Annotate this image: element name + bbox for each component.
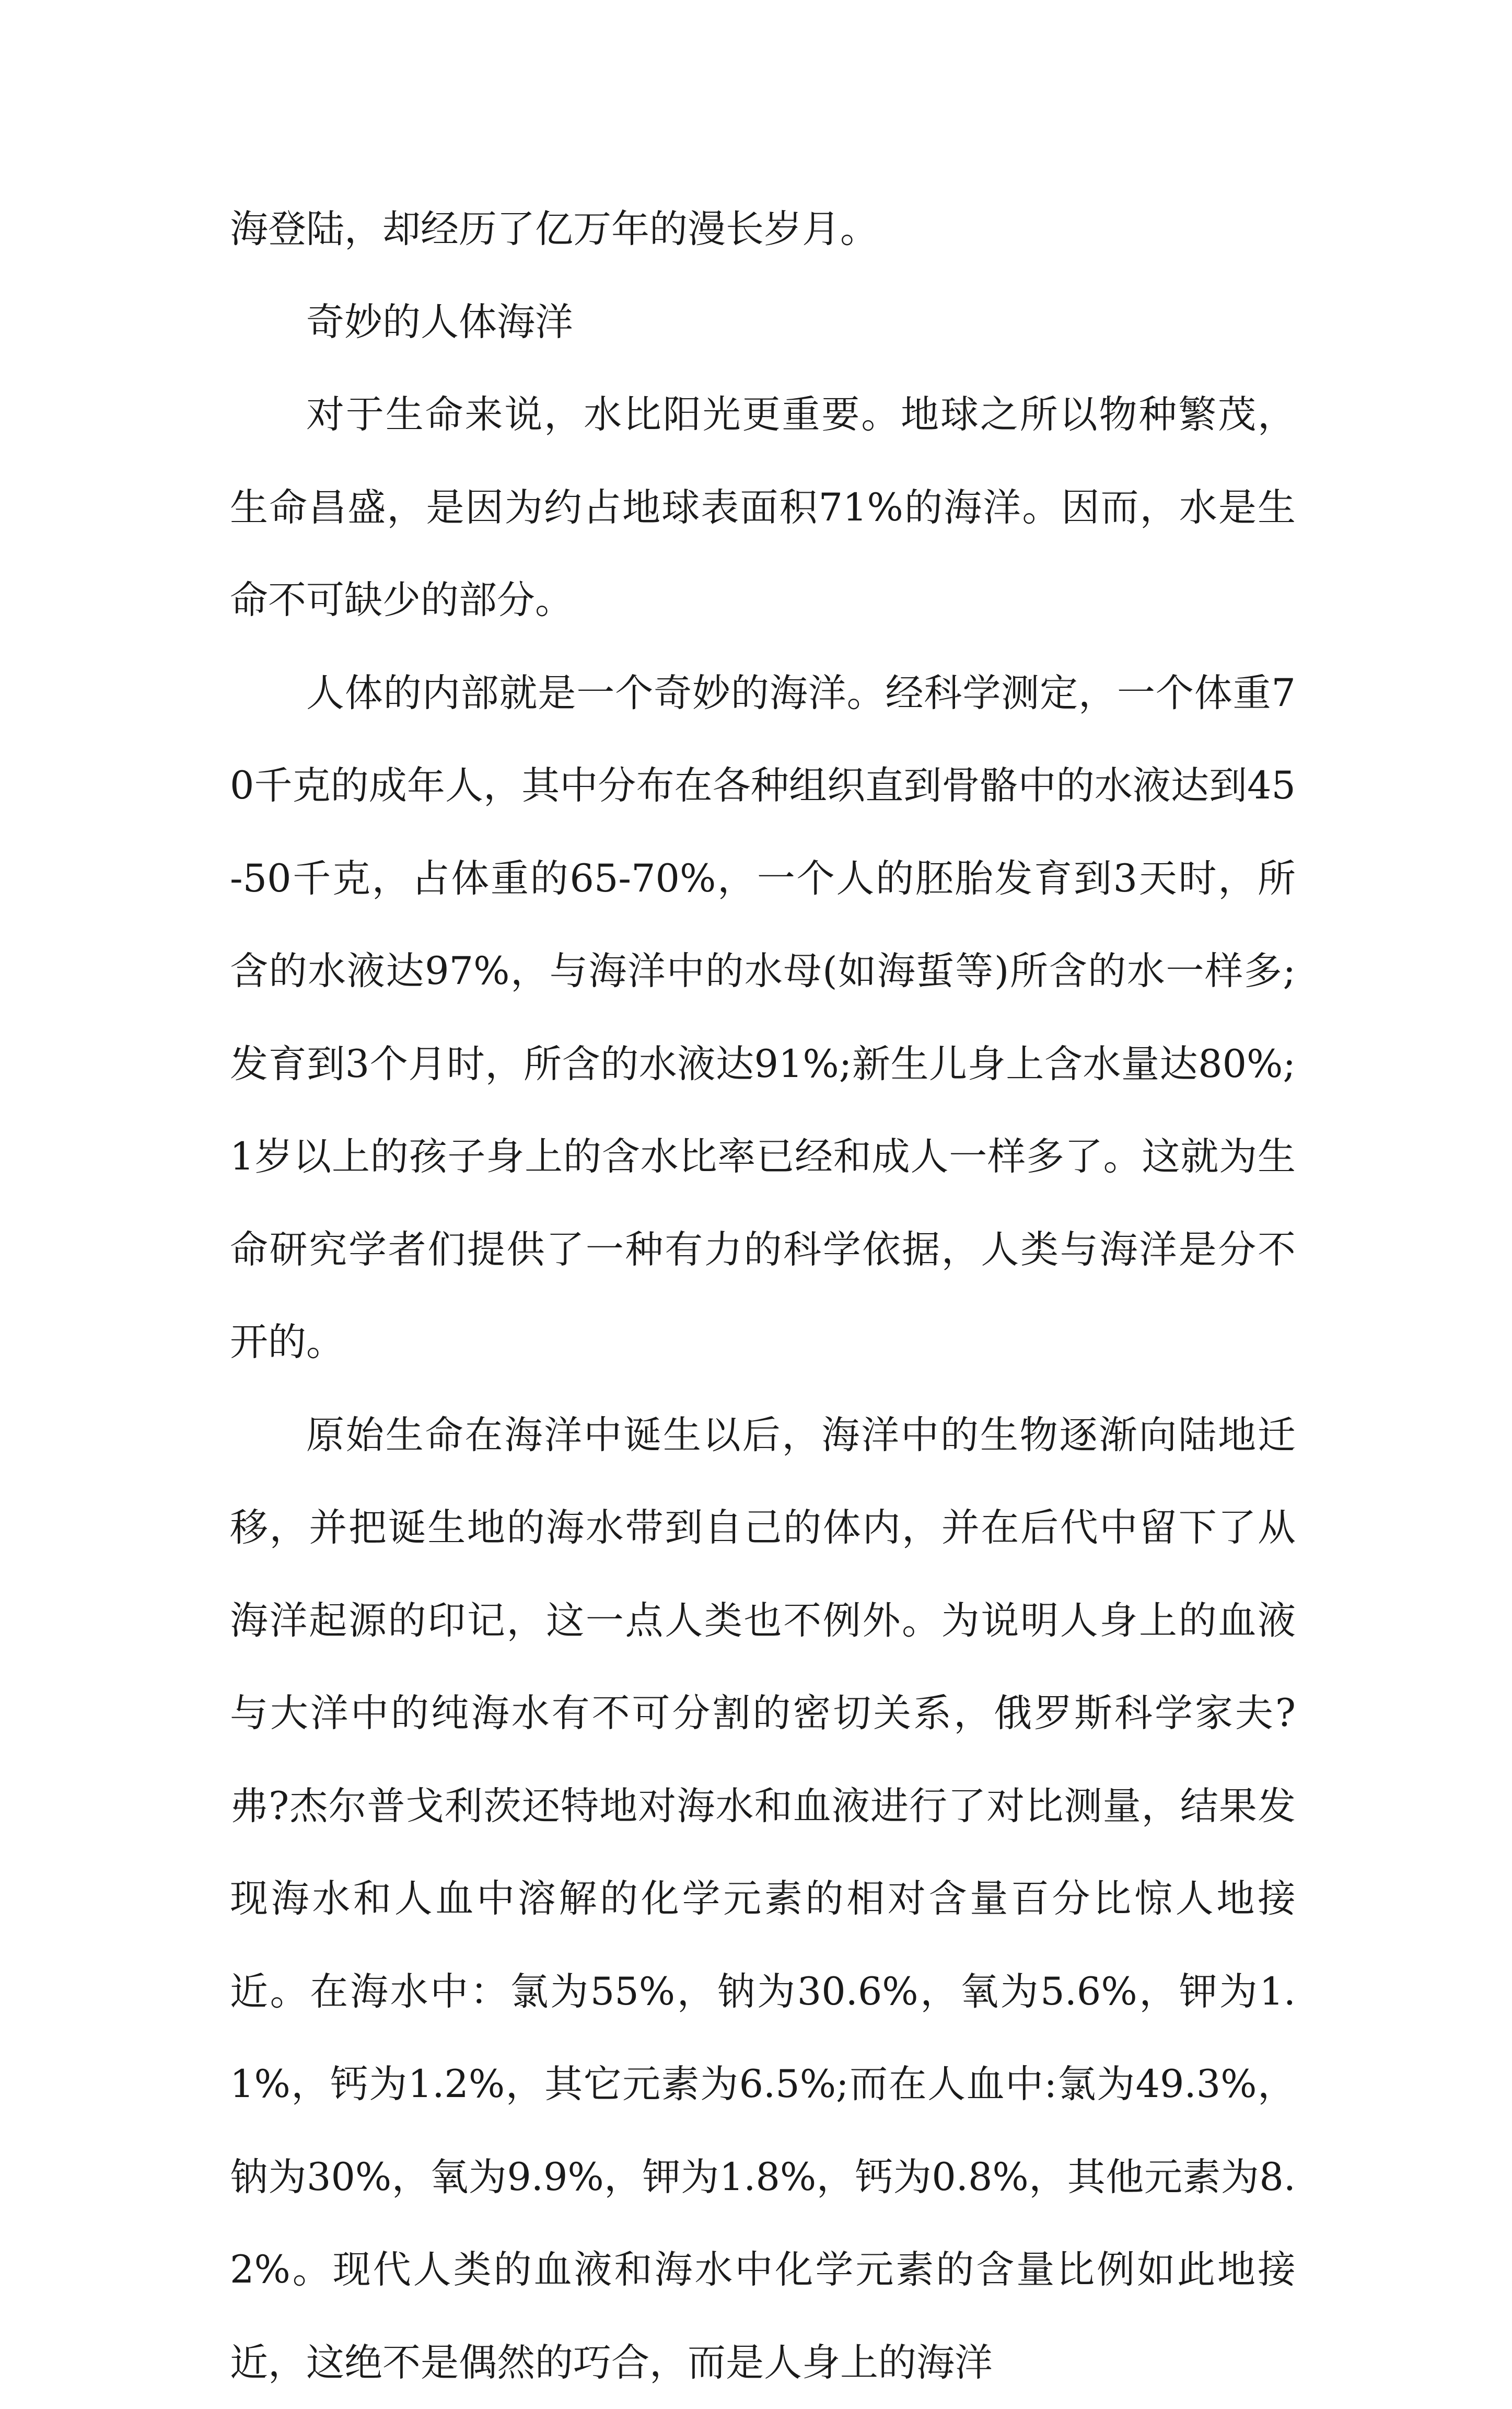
paragraph-3: 人体的内部就是一个奇妙的海洋。经科学测定，一个体重70千克的成年人，其中分布在各种组织直到骨骼中的水液达到45-50千克，占体重的65-70%，一个人的胚胎发育到3天时，所含的水液达97%，与海洋中的水母(如海蜇等)所含的水一样多;发育到3个月时，所含的水液达91%;新生儿身上含水量达80%;1岁以上的孩子身上的含水比率已经和成人一样多了。这就为生命研究学者们提供了一种有力的科学依据，人类与海洋是分不开的。 <box>230 647 1296 1389</box>
paragraph-4: 原始生命在海洋中诞生以后，海洋中的生物逐渐向陆地迁移，并把诞生地的海水带到自己的体内，并在后代中留下了从海洋起源的印记，这一点人类也不例外。为说明人身上的血液与大洋中的纯海水有不可分割的密切关系，俄罗斯科学家夫?弗?杰尔普戈利茨还特地对海水和血液进行了对比测量，结果发现海水和人血中溶解的化学元素的相对含量百分比惊人地接近。在海水中：氯为55%，钠为30.6%，氧为5.6%，钾为1.1%，钙为1.2%，其它元素为6.5%;而在人血中:氯为49.3%，钠为30%，氧为9.9%，钾为1.8%，钙为0.8%，其他元素为8.2%。现代人类的血液和海水中化学元素的含量比例如此地接近，这绝不是偶然的巧合，而是人身上的海洋 <box>230 1389 1296 2409</box>
body-text <box>230 183 1296 2409</box>
paragraph-1: 海登陆，却经历了亿万年的漫长岁月。 <box>230 183 1296 276</box>
section-heading: 奇妙的人体海洋 <box>230 276 1296 369</box>
paragraph-2: 对于生命来说，水比阳光更重要。地球之所以物种繁茂，生命昌盛，是因为约占地球表面积71%的海洋。因而，水是生命不可缺少的部分。 <box>230 368 1296 647</box>
